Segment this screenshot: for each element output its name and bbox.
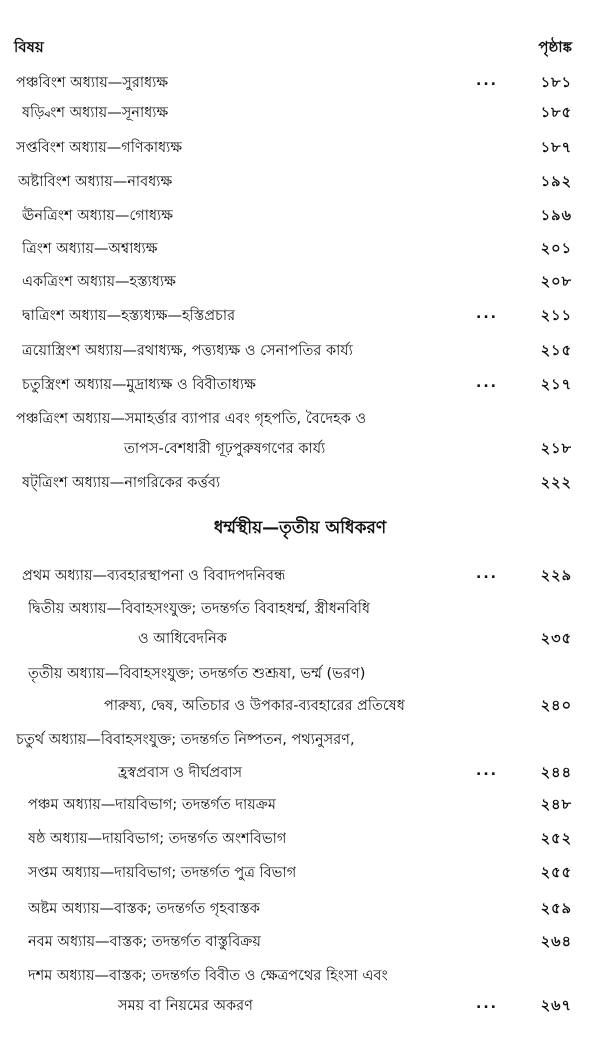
page-number: ২৬৭ [540,998,572,1014]
page-number-header: পৃষ্ঠাঙ্ক [538,38,572,56]
chapter-title-continued: পারুষ্য, দ্বেষ, অতিচার ও উপকার-ব্যবহারের প্রতিষেধ [104,698,405,714]
page-number: ২০১ [540,241,572,257]
toc-row [0,661,600,687]
chapter-title: চতুস্ত্রিংশ অধ্যায়—মুদ্রাধ্যক্ষ ও বিবীতাধ্যক্ষ [22,377,256,393]
page-number: ২৪৮ [540,797,572,813]
chapter-title: চতুর্থ অধ্যায়—বিবাহসংযুক্ত; তদন্তর্গত নিষ্পতন, পথ্যনুসরণ, [16,732,355,748]
page-number: ২৬৪ [540,934,572,950]
leader-dots: ... [476,306,498,322]
chapter-title: ষষ্ঠ অধ্যায়—দায়বিভাগ; তদন্তর্গত অংশবিভাগ [28,831,287,847]
chapter-title: তৃতীয় অধ্যায়—বিবাহসংযুক্ত; তদন্তর্গত শুশ্রূষা, ভর্ম্ম (ভরণ) [28,666,366,682]
page-number: ২৫৯ [540,901,572,917]
toc-row [0,372,600,398]
page-number: ২১৫ [540,343,572,359]
page-number: ১৮১ [540,75,572,91]
page-number: ২৪৪ [540,765,572,781]
chapter-title: দ্বিতীয় অধ্যায়—বিবাহসংযুক্ত; তদন্তর্গত বিবাহধর্ম্ম, স্ত্রীধনবিধি [28,601,371,617]
toc-row [0,338,600,364]
chapter-title: ষট্‌ত্রিংশ অধ্যায়—নাগরিকের কর্ত্তব্য [22,475,221,491]
page-number: ১৯২ [540,174,572,190]
toc-row [0,626,600,652]
toc-row [0,100,600,126]
toc-row [0,727,600,753]
page-number: ২০৮ [540,274,572,290]
chapter-title: প্রথম অধ্যায়—ব্যবহারস্থাপনা ও বিবাদপদনিবন্ধ [22,568,286,584]
page-number: ২২৯ [540,568,572,584]
chapter-title-continued: হ্রস্বপ্রবাস ও দীর্ঘপ্রবাস [118,765,243,781]
toc-row [0,826,600,852]
toc-row [0,963,600,989]
toc-row [0,70,600,96]
chapter-title: দ্বাত্রিংশ অধ্যায়—হস্ত্যধ্যক্ষ—হস্তিপ্রচার [22,308,236,324]
chapter-title: অষ্টম অধ্যায়—বাস্তক; তদন্তর্গত গৃহবাস্তক [28,901,260,917]
chapter-title: পঞ্চত্রিংশ অধ্যায়—সমাহর্ত্তার ব্যাপার এবং গৃহপতি, বৈদেহক ও [16,411,367,427]
chapter-title: সপ্তম অধ্যায়—দায়বিভাগ; তদন্তর্গত পুত্র বিভাগ [28,865,297,881]
chapter-title: একত্রিংশ অধ্যায়—হস্ত্যধ্যক্ষ [22,274,176,290]
toc-row [0,693,600,719]
chapter-title: পঞ্চম অধ্যায়—দায়বিভাগ; তদন্তর্গত দায়ক্রম [28,797,276,813]
page-number: ২২২ [540,475,572,491]
leader-dots: ... [476,73,498,89]
page-number: ২৩৫ [540,631,572,647]
chapter-title-continued: সময় বা নিয়মের অকরণ [118,998,253,1014]
page-number: ২১১ [540,308,572,324]
subject-header: বিষয় [14,38,44,56]
chapter-title: ঊনত্রিংশ অধ্যায়—গোধ্যক্ষ [22,208,174,224]
toc-row [0,303,600,329]
leader-dots: ... [476,763,498,779]
toc-row [0,896,600,922]
leader-dots: ... [476,375,498,391]
chapter-title: পঞ্চবিংশ অধ্যায়—সুরাধ্যক্ষ [16,75,169,91]
page-number: ২৫৫ [540,865,572,881]
chapter-title: নবম অধ্যায়—বাস্তক; তদন্তর্গত বাস্তুবিক্রয় [28,934,261,950]
chapter-title: ত্রয়োস্ত্রিংশ অধ্যায়—রথাধ্যক্ষ, পত্ত্যধ্যক্ষ ও সেনাপতির কার্য্য [22,343,353,359]
page-number: ১৮৫ [540,105,572,121]
toc-row [0,269,600,295]
toc-row [0,203,600,229]
chapter-title: অষ্টাবিংশ অধ্যায়—নাবধ্যক্ষ [18,174,173,190]
toc-row [0,236,600,262]
toc-row [0,792,600,818]
chapter-title-continued: ও আধিবেদনিক [138,631,227,647]
toc-row [0,406,600,432]
page-number: ১৯৬ [540,208,572,224]
chapter-title: ত্রিংশ অধ্যায়—অশ্বাধ্যক্ষ [22,241,158,257]
page-number: ২১৮ [540,441,572,457]
toc-row [0,563,600,589]
toc-row [0,470,600,496]
toc-row [0,596,600,622]
page-number: ১৮৭ [540,140,572,156]
toc-row [0,135,600,161]
leader-dots: ... [476,566,498,582]
toc-row [0,436,600,462]
toc-row [0,929,600,955]
chapter-title: সপ্তবিংশ অধ্যায়—গণিকাধ্যক্ষ [16,140,183,156]
toc-row [0,860,600,886]
toc-row [0,169,600,195]
chapter-title: দশম অধ্যায়—বাস্তক; তদন্তর্গত বিবীত ও ক্ষেত্রপথের হিংসা এবং [28,968,388,984]
page-number: ২৪০ [540,698,572,714]
page-number: ২৫২ [540,831,572,847]
page-number: ২১৭ [540,377,572,393]
chapter-title: ষড়্বিংশ অধ্যায়—সূনাধ্যক্ষ [22,105,169,121]
section-title: ধর্ম্মস্থীয়—তৃতীয় অধিকরণ [213,518,387,538]
chapter-title-continued: তাপস-বেশধারী গূঢ়পুরুষগণের কার্য্য [124,441,326,457]
toc-row [0,993,600,1019]
leader-dots: ... [476,996,498,1012]
toc-row [0,760,600,786]
